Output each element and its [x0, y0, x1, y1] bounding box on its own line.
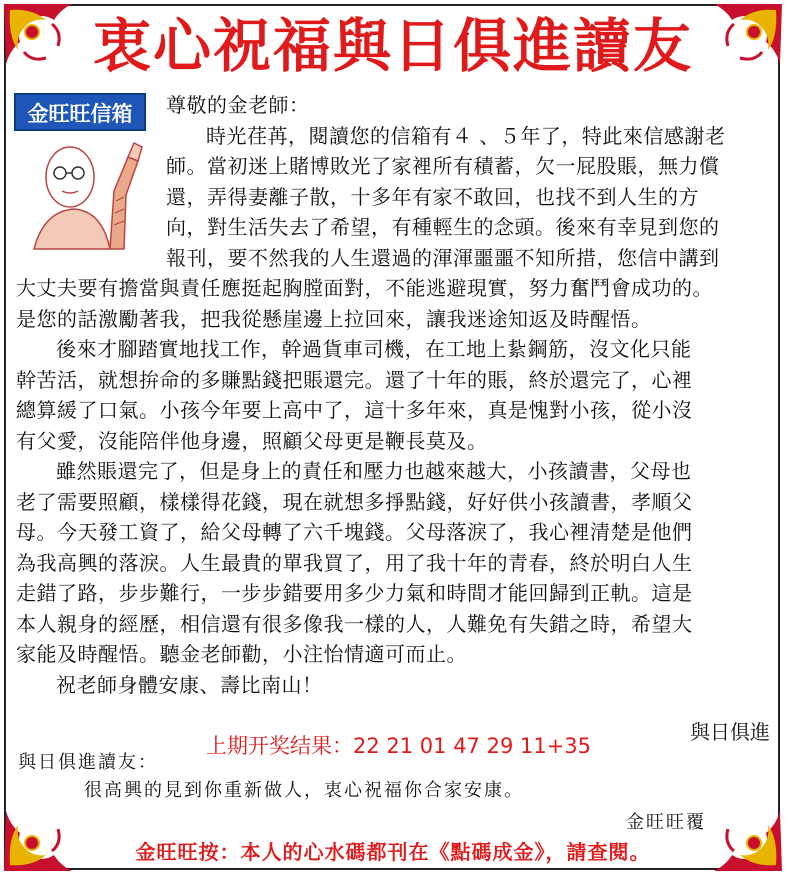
reply-body: 很高興的見到你重新做人，衷心祝福你合家安康。 [84, 780, 524, 801]
letter-line: 走錯了路，步步難行，一步步錯要用多少力氣和時間才能回歸到正軌。這是 [16, 581, 693, 605]
corner-ornament-icon [2, 2, 80, 80]
letter-line: 時光荏苒，閱讀您的信箱有４ 、５年了，特此來信感謝老 [206, 123, 726, 148]
letter-line: 後來才腳踏實地找工作，幹過貨車司機，在工地上紥鋼筋，沒文化只能 [56, 337, 692, 361]
letter-line: 家能及時醒悟。聽金老師勸，小注怡情適可而止。 [16, 642, 467, 666]
letter-line: 老了需要照顧，樣樣得花錢，現在就想多掙點錢，好好供小孩讀書，孝順父 [16, 489, 693, 514]
letter-line: 報刊，要不然我的人生還過的渾渾噩噩不知所措，您信中講到 [166, 245, 720, 270]
letter-line: 師。當初迷上賭博敗光了家裡所有積蓄，欠一屁股賬，無力償 [166, 154, 720, 178]
letter-line: 大丈夫要有擔當與責任應挺起胸膛面對，不能逃避現實，努力奮鬥會成功的。 [16, 276, 713, 300]
letter-body [16, 90, 774, 700]
letter-line: 為我高興的落淚。人生最貴的單我買了，用了我十年的青春，終於明白人生 [16, 550, 693, 575]
page-title: 衷心祝福與日俱進讀友 [92, 12, 693, 80]
lottery-result: 上期开奖结果：22 21 01 47 29 11+35 [206, 734, 592, 758]
letter-line: 雖然賬還完了，但是身上的責任和壓力也越來越大，小孩讀書，父母也 [56, 459, 692, 483]
letter-line: 還，弄得妻離子散，十多年有家不敢回，也找不到人生的方 [166, 184, 699, 209]
footer-note: 金旺旺按：本人的心水碼都刊在《點碼成金》，請查閱。 [135, 840, 651, 864]
closing-wish: 祝老師身體安康、壽比南山！ [56, 672, 323, 697]
salutation: 尊敬的金老師： [166, 93, 310, 117]
letter-line: 母。今天發工資了，給父母轉了六千塊錢。父母落淚了，我心裡清楚是他們 [16, 520, 693, 544]
letter-line: 向，對生活失去了希望，有種輕生的念頭。後來有幸見到您的 [166, 215, 720, 239]
letter-line: 有父愛，沒能陪伴他身邊，照顧父母更是鞭長莫及。 [16, 428, 488, 453]
letter-signature: 與日俱進 [690, 720, 770, 744]
letter-line: 幹苦活，就想拚命的多賺點錢把賬還完。還了十年的賬，終於還完了，心裡 [16, 367, 693, 392]
corner-ornament-icon [706, 2, 784, 80]
reply-salutation: 與日俱進讀友： [18, 752, 158, 773]
column-badge: 金旺旺信箱 [14, 93, 146, 131]
letter-line: 是您的話激勵著我，把我從懸崖邊上拉回來，讓我迷途知返及時醒悟。 [16, 306, 652, 331]
letter-line: 總算緩了口氣。小孩今年要上高中了，這十多年來，真是愧對小孩，從小沒 [16, 398, 693, 422]
letter-line: 本人親身的經歷，相信還有很多像我一樣的人，人難免有失錯之時，希望大 [16, 611, 693, 636]
reply-signature: 金旺旺覆 [626, 812, 706, 833]
